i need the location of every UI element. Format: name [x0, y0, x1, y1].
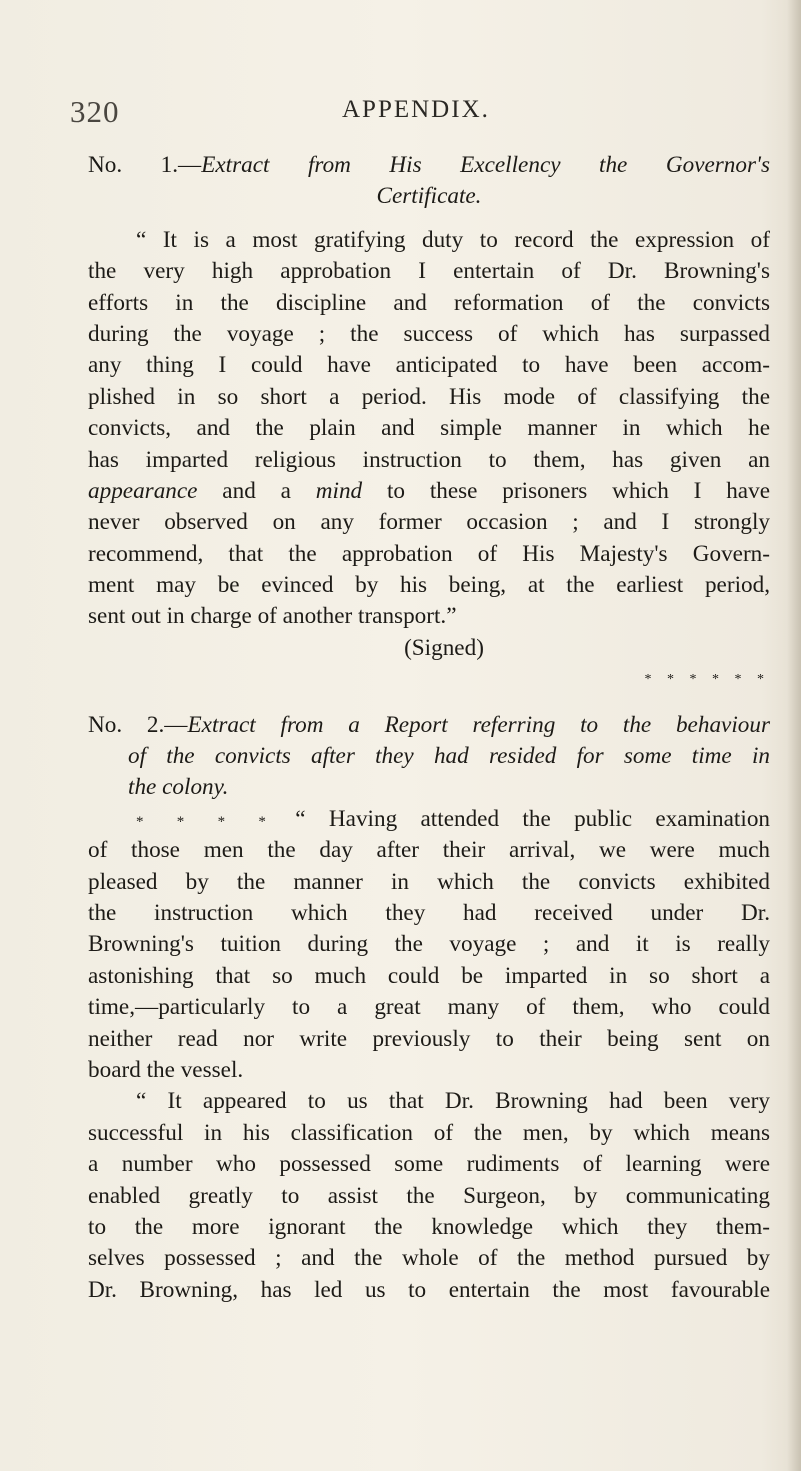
- text-line: “ It is a most gratifying duty to record the expression of: [136, 226, 770, 253]
- text-line: a number who possessed some rudiments of learning were: [88, 1151, 770, 1178]
- running-head: [70, 94, 760, 134]
- section2-paragraph-1: [88, 804, 770, 1087]
- spacer: [88, 696, 770, 710]
- text-line: plished in so short a period. His mode of classifying the: [88, 383, 770, 410]
- page-edge-shadow: [787, 0, 801, 1471]
- signed-label: (Signed): [404, 634, 484, 661]
- text-line: selves possessed ; and the whole of the method pursued by: [88, 1245, 770, 1272]
- text-line: appearance and a mind to these prisoners which I have: [88, 477, 770, 504]
- text-line: board the vessel.: [88, 1056, 244, 1083]
- text-line: to the more ignorant the knowledge which they them-: [88, 1213, 770, 1240]
- text-block: [88, 150, 770, 1306]
- text-line: any thing I could have anticipated to have been accom-: [88, 352, 770, 379]
- heading-line: of the convicts after they had resided for some time in: [128, 743, 770, 770]
- running-title: APPENDIX.: [342, 96, 490, 123]
- text-line: time,—particularly to a great many of them, who could: [88, 994, 770, 1021]
- heading-line: Certificate.: [376, 183, 482, 210]
- heading-line: No. 2.—Extract from a Report referring to the behaviour: [88, 711, 770, 738]
- text-line: the very high approbation I entertain of Dr. Browning's: [88, 258, 770, 285]
- text-line: during the voyage ; the success of which has surpassed: [88, 320, 770, 347]
- text-line: enabled greatly to assist the Surgeon, by communicating: [88, 1182, 770, 1209]
- text-line: ment may be evinced by his being, at the earliest period,: [88, 572, 770, 599]
- section1-body: [88, 225, 770, 696]
- text-line: astonishing that so much could be imparted in so short a: [88, 962, 770, 989]
- text-line: Browning's tuition during the voyage ; and it is really: [88, 931, 770, 958]
- text-line: never observed on any former occasion ; and I strongly: [88, 509, 770, 536]
- asterisk-rule: * * * * * *: [644, 672, 770, 688]
- section2-heading: [88, 710, 770, 804]
- text-line: convicts, and the plain and simple manner in which he: [88, 415, 770, 442]
- asterisk-lead: * * * *: [136, 813, 272, 830]
- text-line: of those men the day after their arrival, we were much: [88, 837, 770, 864]
- section1-heading: [88, 150, 770, 213]
- text-line: neither read nor write previously to their being sent on: [88, 1025, 770, 1052]
- section2-paragraph-2: [88, 1086, 770, 1306]
- text-line: pleased by the manner in which the convicts exhibited: [88, 868, 770, 895]
- text-line: recommend, that the approbation of His Majesty's Govern-: [88, 540, 770, 567]
- text-line: has imparted religious instruction to them, has given an: [88, 446, 770, 473]
- text-line: sent out in charge of another transport.”: [88, 603, 457, 630]
- page-number: 320: [70, 94, 120, 129]
- text-line: “ It appeared to us that Dr. Browning had been very: [136, 1088, 770, 1115]
- text-line: Dr. Browning, has led us to entertain the most favourable: [88, 1276, 770, 1303]
- text-line: the instruction which they had received under Dr.: [88, 899, 770, 926]
- text-line: successful in his classification of the men, by which means: [88, 1119, 770, 1146]
- text-line: * * * * “ Having attended the public examination: [136, 805, 771, 832]
- heading-line: the colony.: [128, 774, 229, 801]
- heading-line: No. 1.—Extract from His Excellency the Governor's: [88, 152, 770, 178]
- text-line: efforts in the discipline and reformation of the convicts: [88, 289, 770, 316]
